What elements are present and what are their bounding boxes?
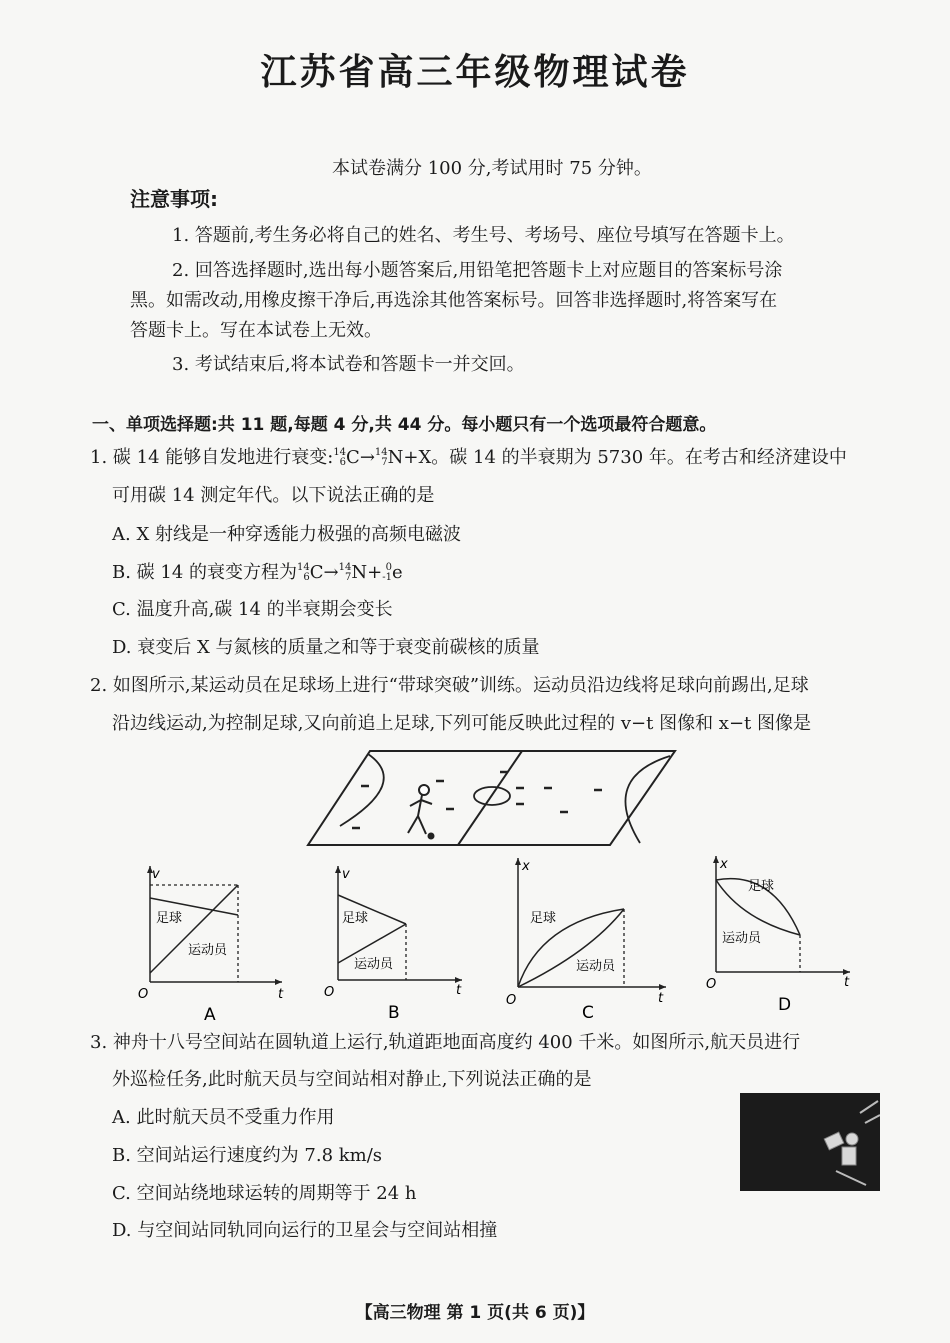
graph-c-y-label: x xyxy=(522,859,530,874)
graph-a-y-label: v xyxy=(152,867,160,882)
notes-heading: 注意事项: xyxy=(130,187,218,211)
astronaut-photo xyxy=(740,1093,880,1191)
graph-c-origin: O xyxy=(506,993,517,1008)
graph-d-label-runner: 运动员 xyxy=(722,931,762,946)
c-number: 6 xyxy=(339,457,347,468)
note-3: 3. 考试结束后,将本试卷和答题卡一并交回。 xyxy=(172,354,525,375)
n-mass: 14 xyxy=(374,447,388,458)
graph-d-y-label: x xyxy=(720,857,728,872)
note-1: 1. 答题前,考生务必将自己的姓名、考生号、考场号、座位号填写在答题卡上。 xyxy=(172,225,795,246)
q1-stem-line1 xyxy=(90,445,847,471)
note-2-line3: 答题卡上。写在本试卷上无效。 xyxy=(130,320,382,341)
q3-option-b: B. 空间站运行速度约为 7.8 km/s xyxy=(112,1145,383,1166)
football-field-figure xyxy=(300,748,680,848)
graph-b-origin: O xyxy=(324,985,335,1000)
graph-b-x-label: t xyxy=(456,983,462,998)
e-number: -1 xyxy=(382,572,392,583)
graph-a-label-ball: 足球 xyxy=(156,911,183,926)
q1-option-c: C. 温度升高,碳 14 的半衰期会变长 xyxy=(112,599,393,620)
c-mass: 14 xyxy=(333,447,347,458)
graph-c-label-runner: 运动员 xyxy=(576,959,616,974)
n-number: 7 xyxy=(381,457,388,468)
q1-text-a: 1. 碳 14 能够自发地进行衰变: xyxy=(90,447,334,468)
q1-option-a: A. X 射线是一种穿透能力极强的高频电磁波 xyxy=(112,524,461,545)
graph-d xyxy=(702,850,862,1020)
graph-c-letter: C xyxy=(582,1003,594,1023)
q3-option-c: C. 空间站绕地球运转的周期等于 24 h xyxy=(112,1183,417,1204)
q1-stem-line2: 可用碳 14 测定年代。以下说法正确的是 xyxy=(112,485,435,506)
q1-optb-d: e xyxy=(391,562,403,583)
player-figure xyxy=(408,785,432,834)
n-mass-b: 14 xyxy=(338,562,352,573)
q2-stem-line1: 2. 如图所示,某运动员在足球场上进行“带球突破”训练。运动员沿边线将足球向前踢出,足球 xyxy=(90,675,809,696)
graph-d-origin: O xyxy=(706,977,717,992)
graph-c xyxy=(500,852,675,1027)
q1-optb-a: B. 碳 14 的衰变方程为 xyxy=(112,562,298,583)
graph-c-x-label: t xyxy=(658,991,664,1006)
q3-option-d: D. 与空间站同轨同向运行的卫星会与空间站相撞 xyxy=(112,1220,498,1241)
e-mass: 0 xyxy=(385,562,392,573)
q1-text-b: C→ xyxy=(346,447,375,468)
graph-a-letter: A xyxy=(204,1005,216,1025)
section-heading: 一、单项选择题:共 11 题,每题 4 分,共 44 分。每小题只有一个选项最符合题意。 xyxy=(92,415,717,435)
graph-d-letter: D xyxy=(778,995,792,1015)
q1-option-b xyxy=(112,560,403,586)
c-mass-b: 14 xyxy=(297,562,310,573)
graph-a-origin: O xyxy=(138,987,149,1002)
note-2-line2: 黑。如需改动,用橡皮擦干净后,再选涂其他答案标号。回答非选择题时,将答案写在 xyxy=(130,290,778,311)
q1-text-c: N+X。碳 14 的半衰期为 5730 年。在考古和经济建设中 xyxy=(387,447,847,468)
q3-stem-line2: 外巡检任务,此时航天员与空间站相对静止,下列说法正确的是 xyxy=(112,1069,592,1090)
graph-b-y-label: v xyxy=(342,867,350,882)
graph-b-letter: B xyxy=(388,1003,400,1023)
q3-stem-line1: 3. 神舟十八号空间站在圆轨道上运行,轨道距地面高度约 400 千米。如图所示,航天员进行 xyxy=(90,1032,801,1053)
q2-stem-line2: 沿边线运动,为控制足球,又向前追上足球,下列可能反映此过程的 v−t 图像和 x−t 图像是 xyxy=(112,713,811,734)
graph-d-label-ball: 足球 xyxy=(748,879,775,894)
exam-info: 本试卷满分 100 分,考试用时 75 分钟。 xyxy=(332,158,652,179)
graph-c-label-ball: 足球 xyxy=(530,911,557,926)
graph-b-label-ball: 足球 xyxy=(342,911,369,926)
q1-optb-b: C→ xyxy=(309,562,339,583)
q3-option-a: A. 此时航天员不受重力作用 xyxy=(112,1107,335,1128)
note-2-line1: 2. 回答选择题时,选出每小题答案后,用铅笔把答题卡上对应题目的答案标号涂 xyxy=(172,260,783,281)
c-number-b: 6 xyxy=(303,572,310,583)
graph-a-label-runner: 运动员 xyxy=(188,943,228,958)
graph-a-x-label: t xyxy=(278,987,284,1002)
graph-b xyxy=(320,860,470,1025)
q1-option-d: D. 衰变后 X 与氮核的质量之和等于衰变前碳核的质量 xyxy=(112,637,540,658)
n-number-b: 7 xyxy=(344,572,352,583)
graph-a xyxy=(132,860,292,1025)
graph-d-x-label: t xyxy=(844,975,850,990)
graph-b-label-runner: 运动员 xyxy=(354,957,394,972)
page-footer: 【高三物理 第 1 页(共 6 页)】 xyxy=(355,1303,595,1323)
page-title: 江苏省高三年级物理试卷 xyxy=(260,52,690,93)
q1-optb-c: N+ xyxy=(351,562,383,583)
